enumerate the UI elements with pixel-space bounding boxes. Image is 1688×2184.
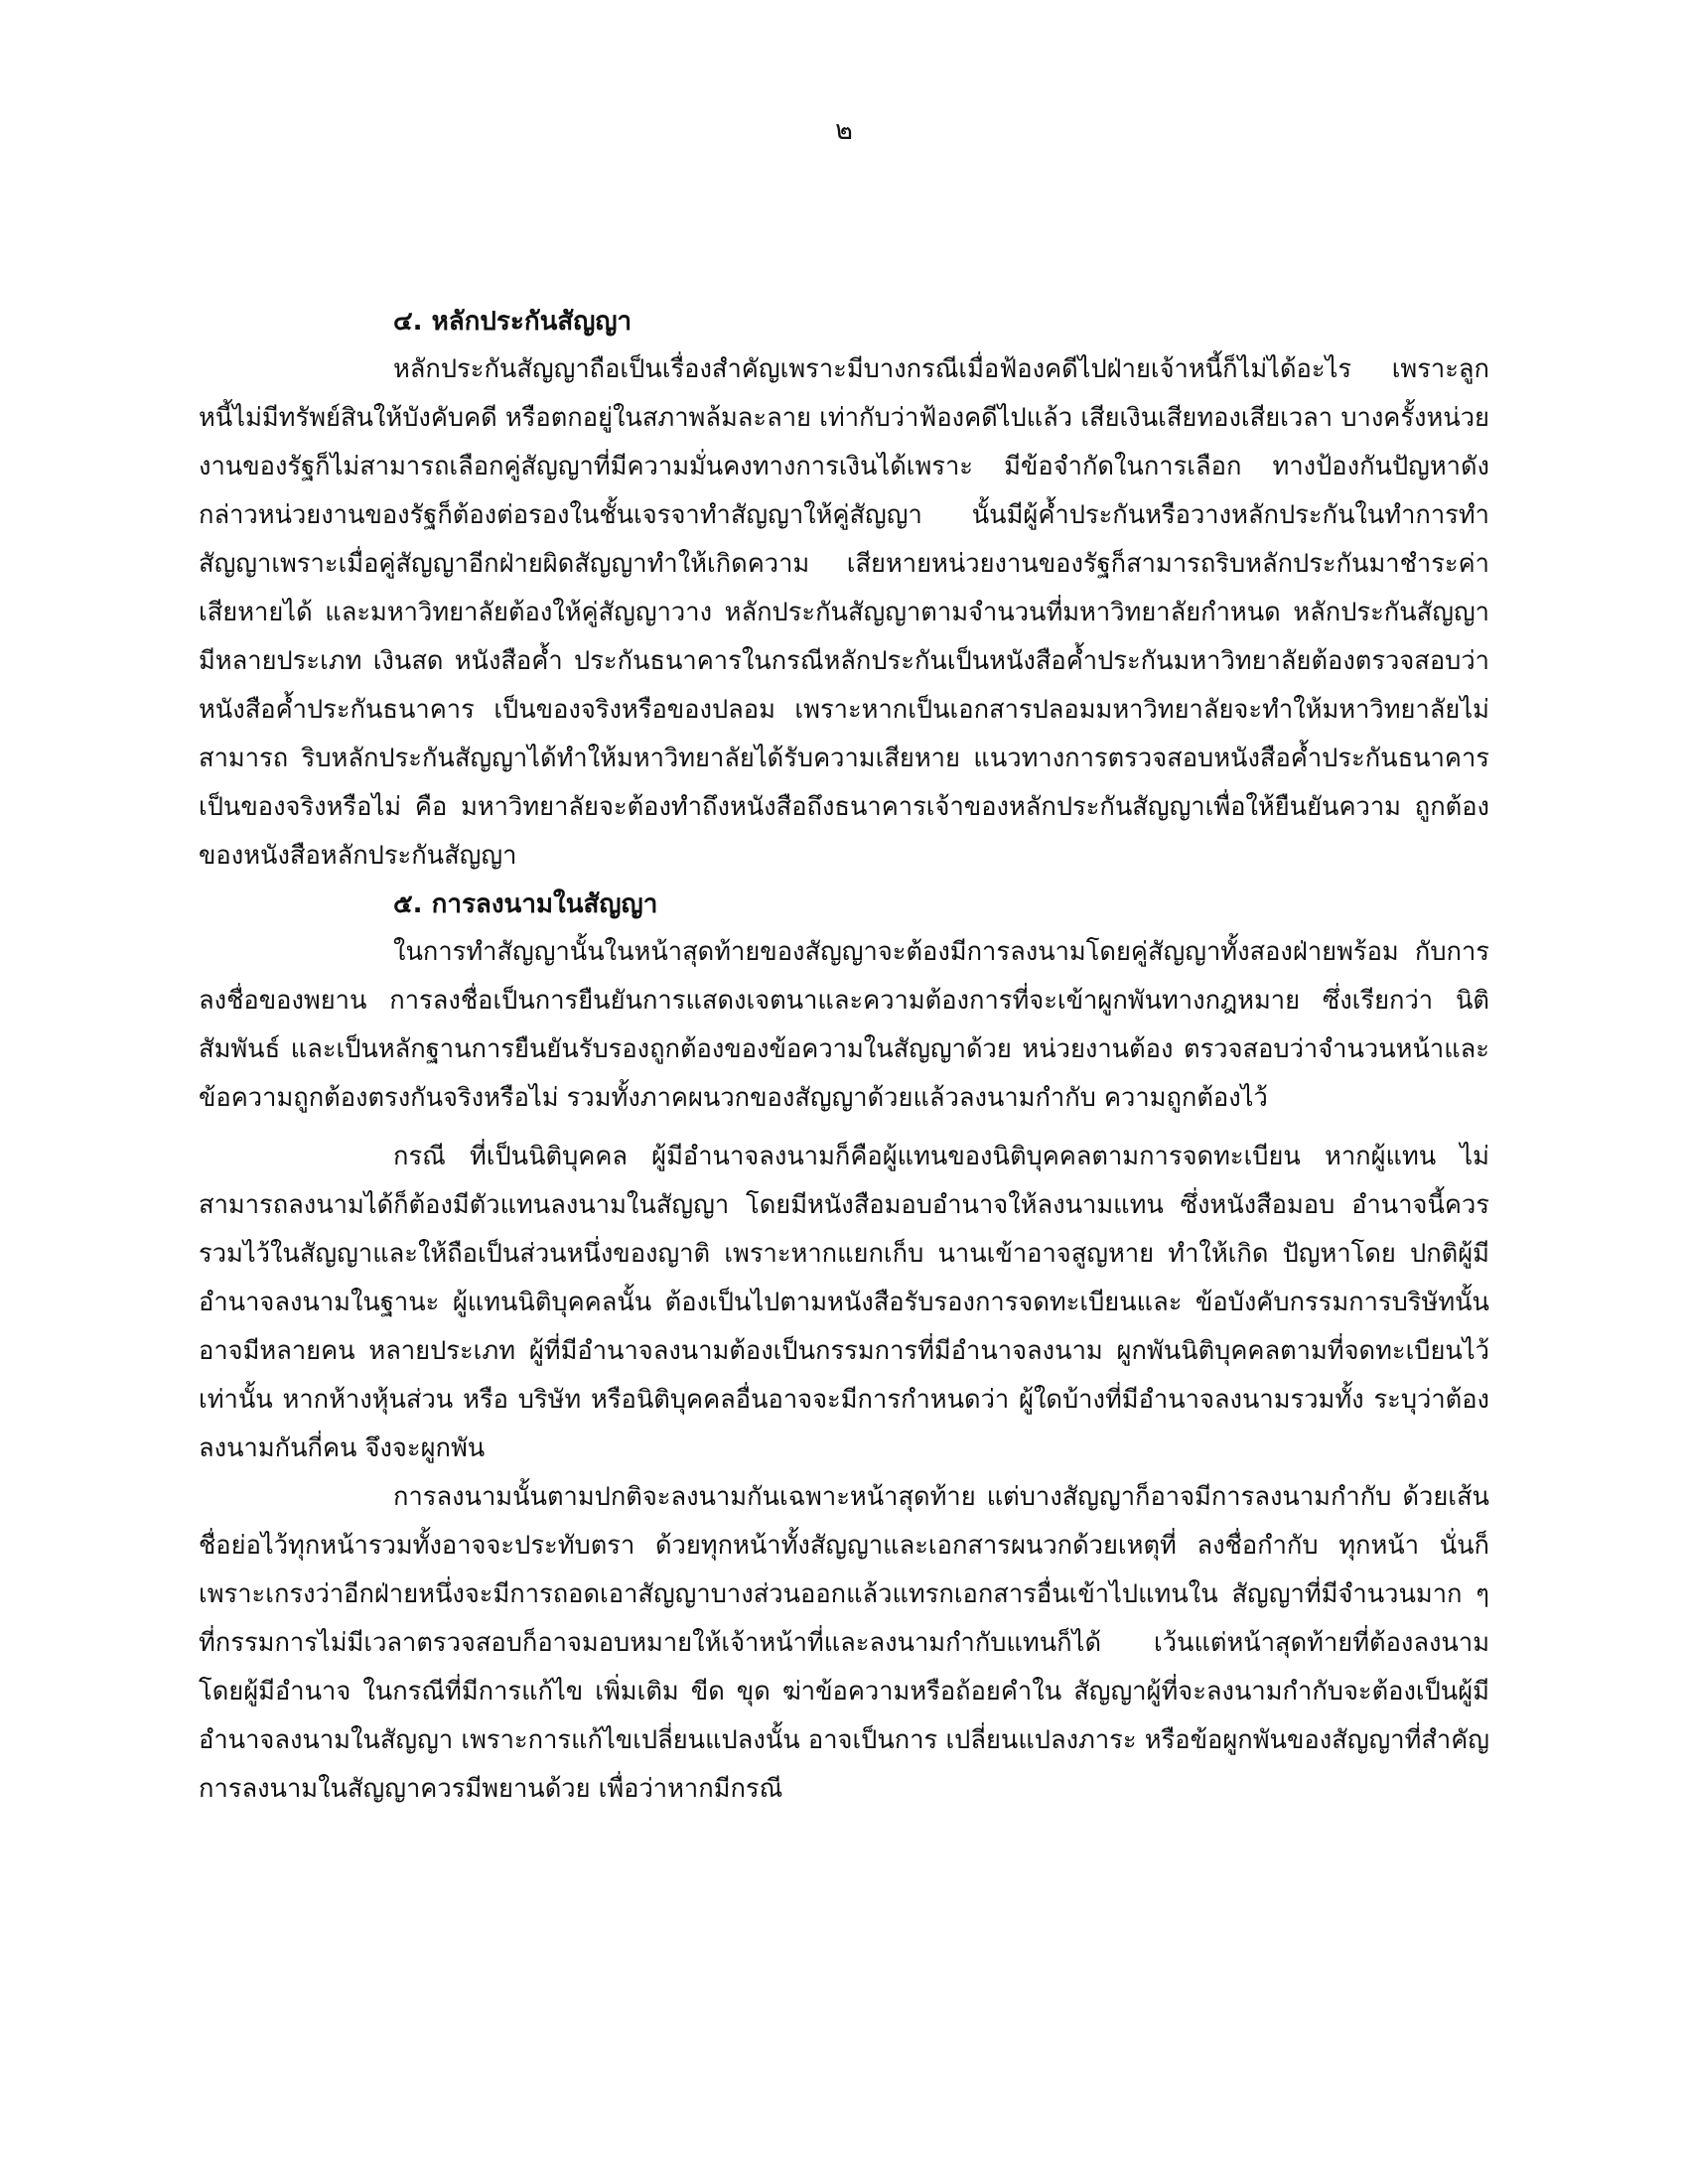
section-heading: ๔. หลักประกันสัญญา [393,307,633,337]
document-body [199,298,1489,1814]
paragraph: ในการทำสัญญานั้นในหน้าสุดท้ายของสัญญาจะต้องมีการลงนามโดยคู่สัญญาทั้งสองฝ่ายพร้อม กับการลงชื่อของพยาน การลงชื่อเป็นการยืนยันการแสดงเจตนาและความต้องการที่จะเข้าผูกพันทางกฎหมาย ซึ่งเรียกว่า นิติสัมพันธ์ และเป็นหลักฐานการยืนยันรับรองถูกต้องของข้อความในสัญญาด้วย หน่วยงานต้อง ตรวจสอบว่าจำนวนหน้าและข้อความถูกต้องตรงกันจริงหรือไม่ รวมทั้งภาคผนวกของสัญญาด้วยแล้วลงนามกำกับ ความถูกต้องไว้ [199,937,1489,1113]
section-collateral [199,298,1489,881]
paragraph: การลงนามนั้นตามปกติจะลงนามกันเฉพาะหน้าสุดท้าย แต่บางสัญญาก็อาจมีการลงนามกำกับ ด้วยเส้นชื่อย่อไว้ทุกหน้ารวมทั้งอาจจะประทับตรา ด้วยทุกหน้าทั้งสัญญาและเอกสารผนวกด้วยเหตุที่ ลงชื่อกำกับ ทุกหน้า นั่นก็เพราะเกรงว่าอีกฝ่ายหนึ่งจะมีการถอดเอาสัญญาบางส่วนออกแล้วแทรกเอกสารอื่นเข้าไปแทนใน สัญญาที่มีจำนวนมาก ๆ ที่กรรมการไม่มีเวลาตรวจสอบก็อาจมอบหมายให้เจ้าหน้าที่และลงนามกำกับแทนก็ได้ เว้นแต่หน้าสุดท้ายที่ต้องลงนามโดยผู้มีอำนาจ ในกรณีที่มีการแก้ไข เพิ่มเติม ขีด ขุด ฆ่าข้อความหรือถ้อยคำใน สัญญาผู้ที่จะลงนามกำกับจะต้องเป็นผู้มีอำนาจลงนามในสัญญา เพราะการแก้ไขเปลี่ยนแปลงนั้น อาจเป็นการ เปลี่ยนแปลงภาระ หรือข้อผูกพันของสัญญาที่สำคัญ การลงนามในสัญญาควรมีพยานด้วย เพื่อว่าหากมีกรณี [199,1482,1489,1804]
paragraph: หลักประกันสัญญาถือเป็นเรื่องสำคัญเพราะมีบางกรณีเมื่อฟ้องคดีไปฝ่ายเจ้าหนี้ก็ไม่ได้อะไร เพราะลูกหนี้ไม่มีทรัพย์สินให้บังคับคดี หรือตกอยู่ในสภาพล้มละลาย เท่ากับว่าฟ้องคดีไปแล้ว เสียเงินเสียทองเสียเวลา บางครั้งหน่วยงานของรัฐก็ไม่สามารถเลือกคู่สัญญาที่มีความมั่นคงทางการเงินได้เพราะ มีข้อจำกัดในการเลือก ทางป้องกันปัญหาดังกล่าวหน่วยงานของรัฐก็ต้องต่อรองในชั้นเจรจาทำสัญญาให้คู่สัญญา นั้นมีผู้ค้ำประกันหรือวางหลักประกันในทำการทำสัญญาเพราะเมื่อคู่สัญญาอีกฝ่ายผิดสัญญาทำให้เกิดความ เสียหายหน่วยงานของรัฐก็สามารถริบหลักประกันมาชำระค่าเสียหายได้ และมหาวิทยาลัยต้องให้คู่สัญญาวาง หลักประกันสัญญาตามจำนวนที่มหาวิทยาลัยกำหนด หลักประกันสัญญา มีหลายประเภท เงินสด หนังสือค้ำ ประกันธนาคารในกรณีหลักประกันเป็นหนังสือค้ำประกันมหาวิทยาลัยต้องตรวจสอบว่าหนังสือค้ำประกันธนาคาร เป็นของจริงหรือของปลอม เพราะหากเป็นเอกสารปลอมมหาวิทยาลัยจะทำให้มหาวิทยาลัยไม่สามารถ ริบหลักประกันสัญญาได้ทำให้มหาวิทยาลัยได้รับความเสียหาย แนวทางการตรวจสอบหนังสือค้ำประกันธนาคาร เป็นของจริงหรือไม่ คือ มหาวิทยาลัยจะต้องทำถึงหนังสือถึงธนาคารเจ้าของหลักประกันสัญญาเพื่อให้ยืนยันความ ถูกต้องของหนังสือหลักประกันสัญญา [199,354,1489,871]
page-number: ๒ [835,115,853,146]
section-signing [199,881,1489,1814]
paragraph: กรณี ที่เป็นนิติบุคคล ผู้มีอำนาจลงนามก็คือผู้แทนของนิติบุคคลตามการจดทะเบียน หากผู้แทน ไม่สามารถลงนามได้ก็ต้องมีตัวแทนลงนามในสัญญา โดยมีหนังสือมอบอำนาจให้ลงนามแทน ซึ่งหนังสือมอบ อำนาจนี้ควรรวมไว้ในสัญญาและให้ถือเป็นส่วนหนึ่งของญาติ เพราะหากแยกเก็บ นานเข้าอาจสูญหาย ทำให้เกิด ปัญหาโดย ปกติผู้มีอำนาจลงนามในฐานะ ผู้แทนนิติบุคคลนั้น ต้องเป็นไปตามหนังสือรับรองการจดทะเบียนและ ข้อบังคับกรรมการบริษัทนั้นอาจมีหลายคน หลายประเภท ผู้ที่มีอำนาจลงนามต้องเป็นกรรมการที่มีอำนาจลงนาม ผูกพันนิติบุคคลตามที่จดทะเบียนไว้เท่านั้น หากห้างหุ้นส่วน หรือ บริษัท หรือนิติบุคคลอื่นอาจจะมีการกำหนดว่า ผู้ใดบ้างที่มีอำนาจลงนามรวมทั้ง ระบุว่าต้องลงนามกันกี่คน จึงจะผูกพัน [199,1142,1489,1463]
section-heading: ๕. การลงนามในสัญญา [393,889,658,919]
